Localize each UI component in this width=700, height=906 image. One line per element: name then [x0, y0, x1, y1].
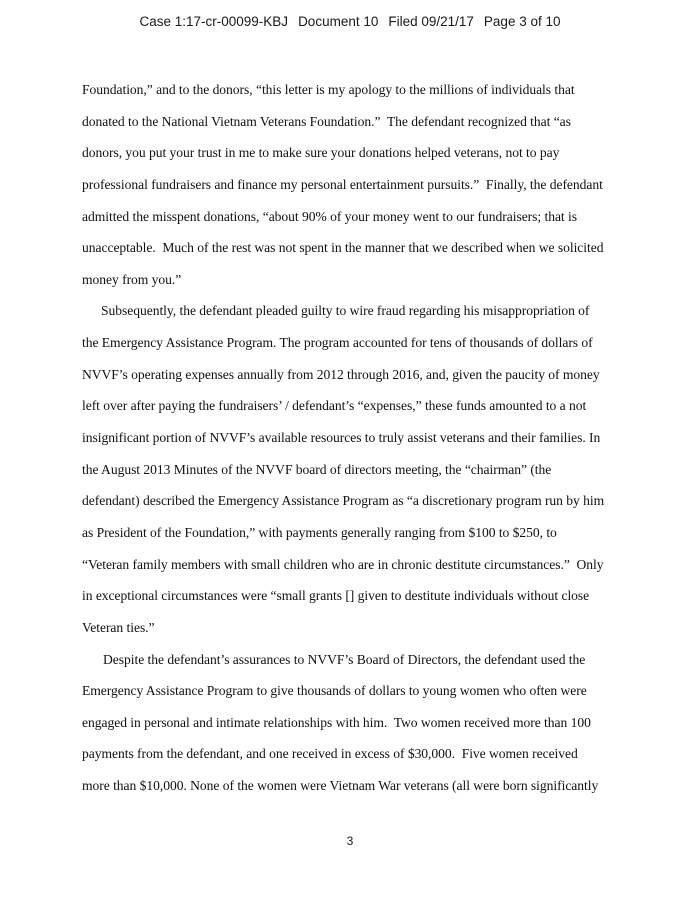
body-line: the Emergency Assistance Program. The program accounted for tens of thousands of dollars of	[82, 335, 593, 351]
body-line: Foundation,” and to the donors, “this letter is my apology to the millions of individuals that	[82, 82, 575, 97]
body-line: left over after paying the fundraisers’ / defendant’s “expenses,” these funds amounted to a not	[82, 398, 587, 414]
body-line: professional fundraisers and finance my personal entertainment pursuits.” Finally, the defendant	[82, 176, 603, 192]
body-line: admitted the misspent donations, “about 90% of your money went to our fundraisers; that is	[82, 208, 577, 224]
paragraph-start-line: Despite the defendant’s assurances to NVVF’s Board of Directors, the defendant used the	[103, 651, 586, 667]
page-number: 3	[346, 834, 354, 848]
paragraph-start-line: Subsequently, the defendant pleaded guilty to wire fraud regarding his misappropriation of	[101, 303, 590, 319]
body-line: in exceptional circumstances were “small grants [] given to destitute individuals without close	[82, 588, 590, 604]
page-indicator: Page 3 of 10	[483, 14, 561, 29]
body-line: “Veteran family members with small children who are in chronic destitute circumstances.” Only	[82, 556, 604, 572]
body-line: donated to the National Vietnam Veterans Foundation.” The defendant recognized that “as	[82, 113, 571, 129]
body-line: the August 2013 Minutes of the NVVF board of directors meeting, the “chairman” (the	[82, 461, 552, 477]
filed-date: Filed 09/21/17	[388, 14, 474, 29]
body-line: insignificant portion of NVVF’s available resources to truly assist veterans and their families. In	[82, 430, 601, 446]
body-line: engaged in personal and intimate relationships with him. Two women received more than 100	[82, 714, 591, 730]
body-line: Veteran ties.”	[82, 619, 155, 635]
case-header	[0, 14, 700, 29]
body-line: more than $10,000. None of the women were Vietnam War veterans (all were born significantly	[82, 778, 599, 794]
body-line: NVVF’s operating expenses annually from 2012 through 2016, and, given the paucity of money	[82, 366, 600, 382]
body-line: money from you.”	[82, 271, 182, 287]
body-line: Emergency Assistance Program to give thousands of dollars to young women who often were	[82, 683, 587, 699]
case-number: Case 1:17-cr-00099-KBJ	[139, 14, 289, 29]
document-number: Document 10	[298, 14, 379, 29]
body-line: payments from the defendant, and one received in excess of $30,000. Five women received	[82, 746, 578, 762]
body-line: donors, you put your trust in me to make sure your donations helped veterans, not to pay	[82, 145, 560, 161]
body-line: as President of the Foundation,” with payments generally ranging from $100 to $250, to	[82, 524, 557, 540]
document-body	[82, 80, 622, 808]
body-line: unacceptable. Much of the rest was not spent in the manner that we described when we solicited	[82, 240, 604, 256]
body-line: defendant) described the Emergency Assistance Program as “a discretionary program run by him	[82, 493, 605, 509]
